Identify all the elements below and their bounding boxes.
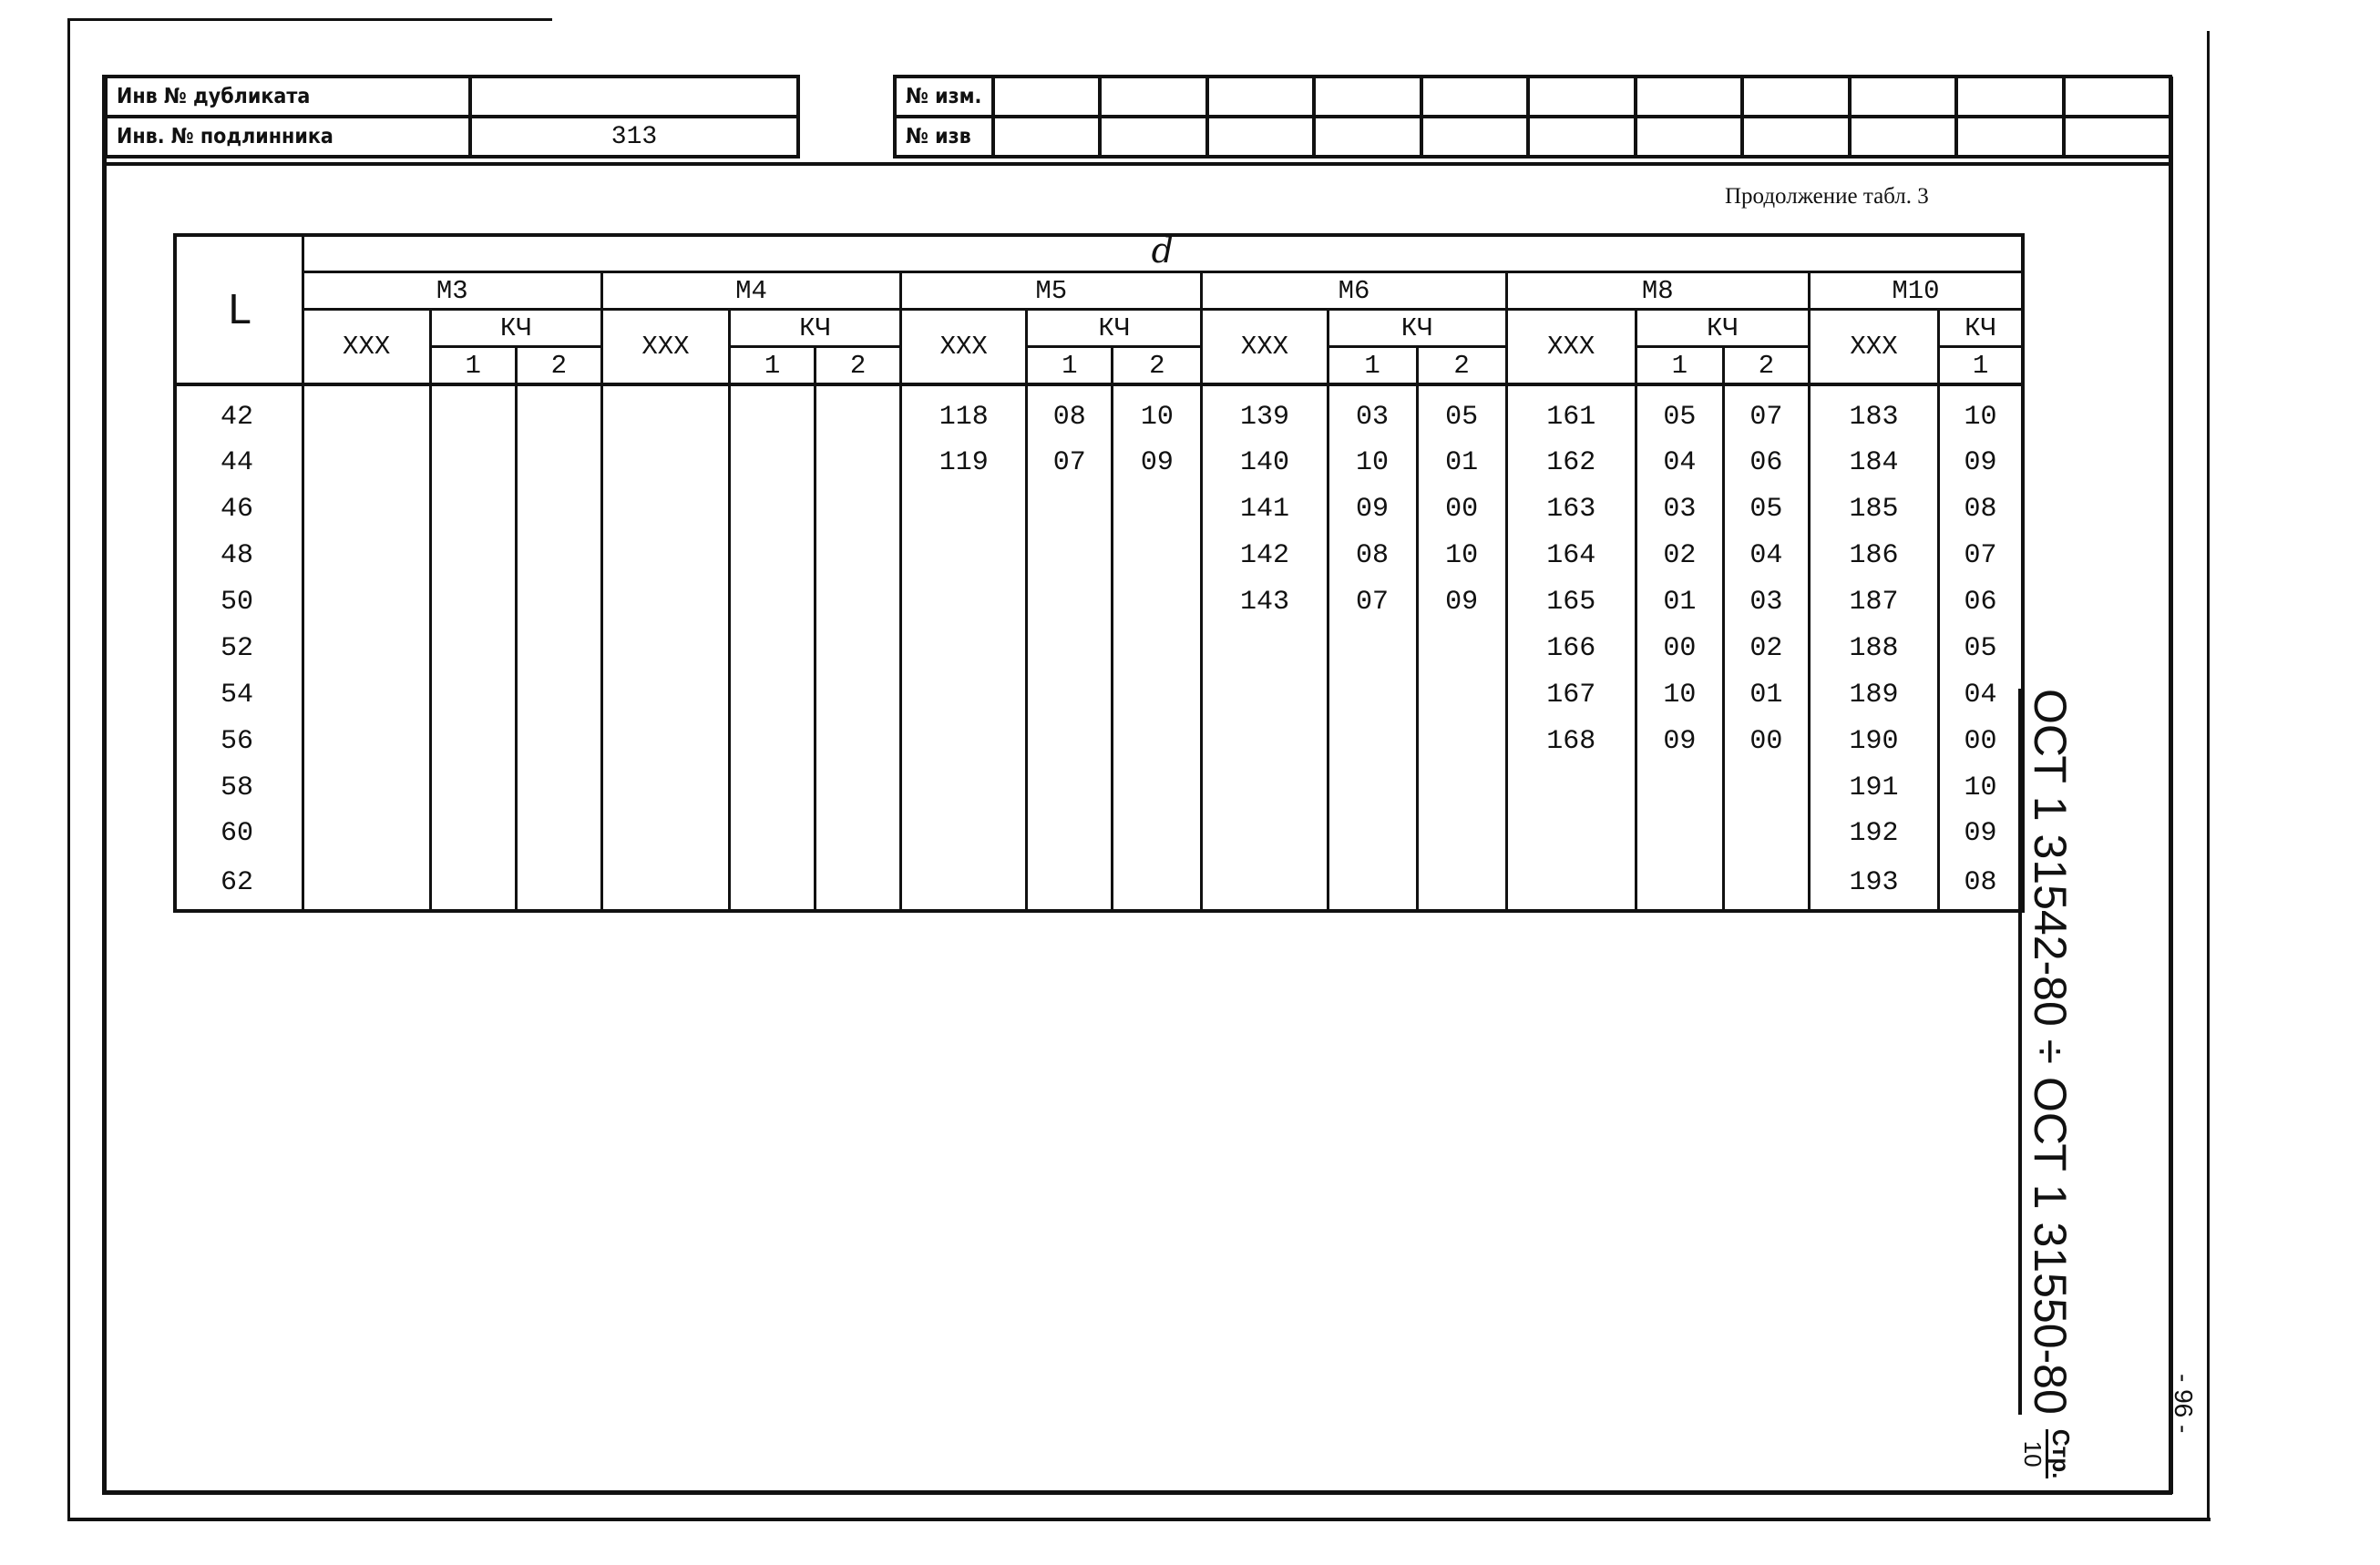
d-symbol: d xyxy=(1151,230,1174,271)
cell xyxy=(1417,718,1506,764)
cell xyxy=(303,764,430,811)
cell xyxy=(901,718,1027,764)
cell xyxy=(729,486,815,533)
cell: 09 xyxy=(1328,486,1417,533)
cell-L: 56 xyxy=(175,718,303,764)
notice-cell xyxy=(1100,117,1206,157)
cell xyxy=(816,440,901,486)
cell xyxy=(430,857,516,911)
change-cell xyxy=(1207,77,1314,117)
cell xyxy=(430,384,516,440)
cell xyxy=(729,533,815,579)
cell xyxy=(816,764,901,811)
cell: 01 xyxy=(1723,671,1809,718)
cell: 05 xyxy=(1939,626,2023,672)
inv-duplicate-label: Инв № дубликата xyxy=(106,77,470,117)
cell-L: 54 xyxy=(175,671,303,718)
cell xyxy=(516,764,601,811)
page-ref xyxy=(2021,1429,2075,1479)
cell: 164 xyxy=(1506,533,1636,579)
m4-kch-2: 2 xyxy=(816,347,901,385)
cell: 03 xyxy=(1328,384,1417,440)
cell xyxy=(1328,671,1417,718)
cell xyxy=(729,764,815,811)
cell: 142 xyxy=(1202,533,1328,579)
m8-xxx: XXX xyxy=(1506,310,1636,385)
cell xyxy=(901,764,1027,811)
cell xyxy=(816,857,901,911)
cell: 166 xyxy=(1506,626,1636,672)
inner-frame-right xyxy=(2169,77,2173,1494)
cell xyxy=(901,486,1027,533)
cell xyxy=(1506,764,1636,811)
cell-L: 48 xyxy=(175,533,303,579)
cell: 04 xyxy=(1636,440,1723,486)
cell: 06 xyxy=(1723,440,1809,486)
notice-cell xyxy=(1314,117,1421,157)
cell: 00 xyxy=(1636,626,1723,672)
cell xyxy=(303,671,430,718)
cell: 119 xyxy=(901,440,1027,486)
cell xyxy=(901,533,1027,579)
cell xyxy=(1723,764,1809,811)
cell xyxy=(601,533,729,579)
m8-kch-2: 2 xyxy=(1723,347,1809,385)
change-cell xyxy=(1956,77,2063,117)
cell: 185 xyxy=(1809,486,1938,533)
L-symbol: L xyxy=(228,286,251,333)
table-row xyxy=(175,579,2023,626)
cell: 191 xyxy=(1809,764,1938,811)
cell-L: 62 xyxy=(175,857,303,911)
cell: 162 xyxy=(1506,440,1636,486)
cell: 07 xyxy=(1027,440,1113,486)
cell xyxy=(1113,626,1202,672)
change-cell xyxy=(2064,77,2170,117)
cell xyxy=(1636,764,1723,811)
change-cell xyxy=(1100,77,1206,117)
notice-cell xyxy=(1742,117,1849,157)
cell-L: 44 xyxy=(175,440,303,486)
m6-kch-1: 1 xyxy=(1328,347,1417,385)
cell: 09 xyxy=(1939,440,2023,486)
change-cell xyxy=(1421,77,1528,117)
cell xyxy=(1113,533,1202,579)
m5-kch: КЧ xyxy=(1027,310,1202,347)
table-row xyxy=(175,486,2023,533)
table-row xyxy=(175,671,2023,718)
cell xyxy=(516,811,601,857)
header-d xyxy=(303,230,2023,272)
cell xyxy=(1027,811,1113,857)
cell-L: 60 xyxy=(175,811,303,857)
group-m8: M8 xyxy=(1506,272,1809,310)
notice-cell xyxy=(1421,117,1528,157)
header-L xyxy=(175,235,303,384)
cell xyxy=(729,579,815,626)
inventory-stamp xyxy=(104,75,800,159)
cell: 168 xyxy=(1506,718,1636,764)
cell xyxy=(1328,718,1417,764)
group-m10: M10 xyxy=(1809,272,2023,310)
change-no-label: № изм. xyxy=(895,77,993,117)
page-label: Стр. xyxy=(2047,1428,2076,1479)
cell xyxy=(816,579,901,626)
cell: 187 xyxy=(1809,579,1938,626)
cell xyxy=(1027,671,1113,718)
notice-no-label: № изв xyxy=(895,117,993,157)
m8-kch-1: 1 xyxy=(1636,347,1723,385)
cell: 08 xyxy=(1939,486,2023,533)
cell xyxy=(303,486,430,533)
cell xyxy=(1202,718,1328,764)
table-row xyxy=(175,626,2023,672)
cell xyxy=(901,626,1027,672)
cell xyxy=(1027,764,1113,811)
inner-frame-left xyxy=(102,75,107,1494)
table-row xyxy=(175,718,2023,764)
cell: 10 xyxy=(1113,384,1202,440)
cell xyxy=(816,384,901,440)
cell xyxy=(1506,811,1636,857)
outer-frame-top xyxy=(69,18,552,21)
cell xyxy=(729,811,815,857)
cell: 05 xyxy=(1723,486,1809,533)
cell xyxy=(901,579,1027,626)
m3-kch: КЧ xyxy=(430,310,601,347)
cell: 08 xyxy=(1328,533,1417,579)
cell xyxy=(430,811,516,857)
cell xyxy=(516,857,601,911)
document-designation xyxy=(2016,689,2079,1490)
m5-kch-1: 1 xyxy=(1027,347,1113,385)
cell xyxy=(729,384,815,440)
sheet-number: - 96 - xyxy=(2170,1374,2198,1434)
cell xyxy=(303,384,430,440)
cell xyxy=(601,486,729,533)
cell xyxy=(430,579,516,626)
group-m5: M5 xyxy=(901,272,1202,310)
change-cell xyxy=(1742,77,1849,117)
cell xyxy=(601,384,729,440)
cell xyxy=(1723,857,1809,911)
cell xyxy=(816,626,901,672)
cell: 10 xyxy=(1636,671,1723,718)
m6-kch: КЧ xyxy=(1328,310,1506,347)
cell xyxy=(1417,626,1506,672)
cell xyxy=(816,811,901,857)
cell: 07 xyxy=(1328,579,1417,626)
cell: 184 xyxy=(1809,440,1938,486)
m5-kch-2: 2 xyxy=(1113,347,1202,385)
cell xyxy=(1027,579,1113,626)
cell: 07 xyxy=(1723,384,1809,440)
cell xyxy=(1202,857,1328,911)
cell xyxy=(729,718,815,764)
cell xyxy=(1723,811,1809,857)
cell: 00 xyxy=(1417,486,1506,533)
cell xyxy=(303,718,430,764)
cell xyxy=(1113,486,1202,533)
change-stamp xyxy=(893,75,2172,159)
outer-frame-right xyxy=(2207,31,2210,1521)
m4-xxx: XXX xyxy=(601,310,729,385)
m6-kch-2: 2 xyxy=(1417,347,1506,385)
table-row xyxy=(175,440,2023,486)
m3-kch-1: 1 xyxy=(430,347,516,385)
cell xyxy=(601,857,729,911)
m8-kch: КЧ xyxy=(1636,310,1809,347)
cell xyxy=(601,764,729,811)
notice-cell xyxy=(993,117,1100,157)
cell: 09 xyxy=(1417,579,1506,626)
m4-kch: КЧ xyxy=(729,310,900,347)
m3-kch-2: 2 xyxy=(516,347,601,385)
cell: 163 xyxy=(1506,486,1636,533)
table-row xyxy=(175,533,2023,579)
cell xyxy=(816,533,901,579)
cell: 05 xyxy=(1636,384,1723,440)
cell xyxy=(303,533,430,579)
cell: 189 xyxy=(1809,671,1938,718)
cell xyxy=(1417,671,1506,718)
cell xyxy=(516,486,601,533)
m5-xxx: XXX xyxy=(901,310,1027,385)
m10-kch: КЧ xyxy=(1939,310,2023,347)
cell: 08 xyxy=(1027,384,1113,440)
inv-original-label: Инв. № подлинника xyxy=(106,117,470,157)
cell xyxy=(516,384,601,440)
group-m4: M4 xyxy=(601,272,900,310)
cell xyxy=(1027,857,1113,911)
cell xyxy=(601,579,729,626)
cell xyxy=(303,626,430,672)
cell xyxy=(729,671,815,718)
table-row xyxy=(175,811,2023,857)
cell xyxy=(1202,671,1328,718)
notice-cell xyxy=(1956,117,2063,157)
cell: 03 xyxy=(1723,579,1809,626)
cell: 00 xyxy=(1939,718,2023,764)
cell: 10 xyxy=(1939,384,2023,440)
cell: 09 xyxy=(1636,718,1723,764)
cell xyxy=(1202,811,1328,857)
cell xyxy=(1417,811,1506,857)
dimension-table xyxy=(173,230,2025,913)
cell: 141 xyxy=(1202,486,1328,533)
cell xyxy=(303,811,430,857)
cell: 140 xyxy=(1202,440,1328,486)
m10-kch-1: 1 xyxy=(1939,347,2023,385)
cell xyxy=(1328,626,1417,672)
cell: 05 xyxy=(1417,384,1506,440)
cell: 192 xyxy=(1809,811,1938,857)
cell xyxy=(430,533,516,579)
inner-frame-top-right xyxy=(102,162,2172,166)
cell xyxy=(1417,764,1506,811)
cell xyxy=(1027,626,1113,672)
cell: 04 xyxy=(1939,671,2023,718)
notice-cell xyxy=(1207,117,1314,157)
cell xyxy=(303,440,430,486)
cell: 183 xyxy=(1809,384,1938,440)
cell: 06 xyxy=(1939,579,2023,626)
cell: 01 xyxy=(1636,579,1723,626)
m3-xxx: XXX xyxy=(303,310,430,385)
cell xyxy=(1113,764,1202,811)
notice-cell xyxy=(1636,117,1742,157)
table-row xyxy=(175,857,2023,911)
cell xyxy=(601,718,729,764)
cell: 00 xyxy=(1723,718,1809,764)
cell xyxy=(816,718,901,764)
cell xyxy=(430,486,516,533)
cell xyxy=(303,857,430,911)
cell xyxy=(1506,857,1636,911)
cell: 01 xyxy=(1417,440,1506,486)
cell: 186 xyxy=(1809,533,1938,579)
cell xyxy=(430,671,516,718)
table-caption: Продолжение табл. 3 xyxy=(1725,184,1929,209)
cell: 161 xyxy=(1506,384,1636,440)
cell: 02 xyxy=(1636,533,1723,579)
cell xyxy=(1328,764,1417,811)
cell: 139 xyxy=(1202,384,1328,440)
cell: 167 xyxy=(1506,671,1636,718)
cell xyxy=(430,440,516,486)
page-number: 10 xyxy=(2019,1440,2047,1468)
m10-xxx: XXX xyxy=(1809,310,1938,385)
inner-frame-bottom xyxy=(102,1490,2172,1495)
cell xyxy=(601,811,729,857)
cell: 190 xyxy=(1809,718,1938,764)
cell: 09 xyxy=(1939,811,2023,857)
cell xyxy=(1417,857,1506,911)
cell: 118 xyxy=(901,384,1027,440)
table-row xyxy=(175,764,2023,811)
cell-L: 50 xyxy=(175,579,303,626)
cell-L: 58 xyxy=(175,764,303,811)
cell xyxy=(729,440,815,486)
cell xyxy=(1113,579,1202,626)
cell xyxy=(816,671,901,718)
change-cell xyxy=(1850,77,1956,117)
cell xyxy=(1113,718,1202,764)
cell xyxy=(601,626,729,672)
outer-frame-bottom xyxy=(67,1518,2211,1521)
cell xyxy=(516,533,601,579)
cell xyxy=(729,626,815,672)
cell: 07 xyxy=(1939,533,2023,579)
cell xyxy=(901,857,1027,911)
cell xyxy=(1113,671,1202,718)
cell: 188 xyxy=(1809,626,1938,672)
cell xyxy=(430,626,516,672)
cell xyxy=(1636,857,1723,911)
cell: 08 xyxy=(1939,857,2023,911)
cell xyxy=(1113,857,1202,911)
notice-cell xyxy=(2064,117,2170,157)
cell xyxy=(1027,486,1113,533)
cell xyxy=(516,671,601,718)
cell xyxy=(1328,811,1417,857)
change-cell xyxy=(1636,77,1742,117)
cell xyxy=(1027,718,1113,764)
cell xyxy=(1636,811,1723,857)
cell: 143 xyxy=(1202,579,1328,626)
cell xyxy=(516,440,601,486)
cell xyxy=(1202,764,1328,811)
cell: 02 xyxy=(1723,626,1809,672)
cell xyxy=(516,579,601,626)
cell xyxy=(1027,533,1113,579)
cell: 193 xyxy=(1809,857,1938,911)
cell xyxy=(901,811,1027,857)
cell xyxy=(430,764,516,811)
cell: 10 xyxy=(1328,440,1417,486)
outer-frame-left xyxy=(67,18,70,1521)
cell xyxy=(601,440,729,486)
cell-L: 42 xyxy=(175,384,303,440)
m6-xxx: XXX xyxy=(1202,310,1328,385)
group-m3: M3 xyxy=(303,272,601,310)
standard-title: ОСТ 1 31542-80 ÷ ОСТ 1 31550-80 xyxy=(2018,689,2077,1415)
change-cell xyxy=(1314,77,1421,117)
cell: 165 xyxy=(1506,579,1636,626)
cell: 10 xyxy=(1417,533,1506,579)
inv-original-value: 313 xyxy=(470,117,798,157)
inv-duplicate-value xyxy=(470,77,798,117)
cell xyxy=(901,671,1027,718)
cell xyxy=(816,486,901,533)
cell-L: 46 xyxy=(175,486,303,533)
cell: 03 xyxy=(1636,486,1723,533)
cell xyxy=(303,579,430,626)
notice-cell xyxy=(1850,117,1956,157)
cell: 10 xyxy=(1939,764,2023,811)
cell: 04 xyxy=(1723,533,1809,579)
cell xyxy=(1328,857,1417,911)
notice-cell xyxy=(1528,117,1635,157)
cell xyxy=(729,857,815,911)
cell: 09 xyxy=(1113,440,1202,486)
cell-L: 52 xyxy=(175,626,303,672)
cell xyxy=(430,718,516,764)
m4-kch-1: 1 xyxy=(729,347,815,385)
cell xyxy=(1113,811,1202,857)
cell xyxy=(1202,626,1328,672)
cell xyxy=(601,671,729,718)
cell xyxy=(516,626,601,672)
change-cell xyxy=(993,77,1100,117)
table-row xyxy=(175,384,2023,440)
change-cell xyxy=(1528,77,1635,117)
group-m6: M6 xyxy=(1202,272,1506,310)
cell xyxy=(516,718,601,764)
